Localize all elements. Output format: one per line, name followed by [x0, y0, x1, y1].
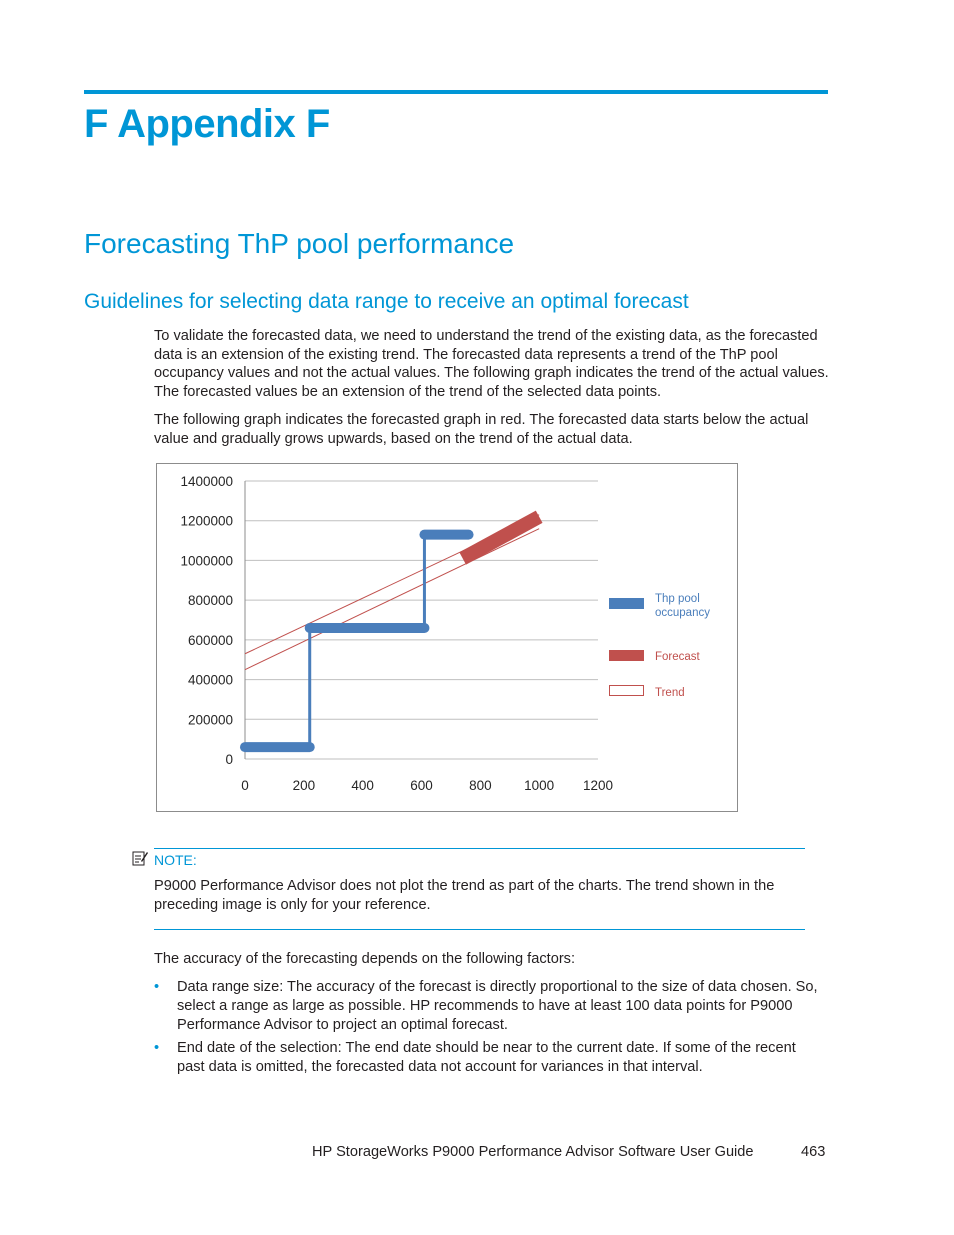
y-tick-label: 400000 — [187, 672, 233, 688]
x-tick-label: 1000 — [524, 778, 555, 793]
legend-swatch — [610, 686, 644, 696]
note-icon — [132, 850, 148, 866]
bullet-mark: • — [154, 979, 160, 995]
list-item — [154, 978, 826, 1035]
legend-swatch — [609, 650, 644, 661]
list-item — [154, 1039, 826, 1077]
top-rule — [84, 90, 828, 94]
subsection-title: Guidelines for selecting data range to receive an optimal forecast — [84, 290, 689, 313]
x-tick-label: 1200 — [582, 778, 614, 793]
list-item-text: End date of the selection: The end date should be near to the current date. If some of the recent past data is omitted, the forecasted data not account for variances in that interval. — [177, 1040, 796, 1075]
x-tick-label: 0 — [241, 778, 249, 793]
note-label: NOTE: — [154, 852, 197, 868]
legend-label: Forecast — [655, 651, 700, 663]
note-text: P9000 Performance Advisor does not plot the trend as part of the charts. The trend shown in the preceding image is only for your reference. — [154, 878, 775, 913]
page-number: 463 — [801, 1144, 826, 1160]
y-tick-label: 1400000 — [180, 474, 233, 489]
bullet-mark: • — [154, 1040, 160, 1056]
forecast-chart-svg — [156, 463, 738, 812]
legend-swatch — [609, 598, 644, 609]
x-tick-label: 200 — [292, 778, 316, 793]
list-item-text: Data range size: The accuracy of the forecast is directly proportional to the size of data chosen. So, select a range as large as possible. HP recommends to have at least 100 data points for P9000 Performance Advisor to project an optimal forecast. — [177, 979, 818, 1033]
paragraph-accuracy: The accuracy of the forecasting depends on the following factors: — [154, 951, 576, 967]
note-top-rule — [154, 848, 805, 849]
x-tick-label: 400 — [351, 778, 374, 793]
paragraph-intro: To validate the forecasted data, we need to understand the trend of the existing data, as the forecasted data is an extension of the existing trend. The forecasted data represents a trend of the ThP pool occupancy values and not the actual values. The following graph indicates the trend of the actual values. The forecasted values be an extension of the trend of the selected data points. — [154, 328, 829, 401]
legend-label: Trend — [655, 687, 685, 699]
forecast-chart — [156, 463, 738, 812]
note-bottom-rule — [154, 929, 805, 930]
y-tick-label: 800000 — [187, 593, 233, 609]
factor-list — [154, 978, 826, 1081]
section-title: Forecasting ThP pool performance — [84, 228, 515, 259]
appendix-title: F Appendix F — [84, 102, 330, 146]
y-tick-label: 1200000 — [180, 513, 233, 529]
legend-label: Thp pool occupancy — [655, 593, 710, 619]
y-tick-label: 200000 — [187, 712, 233, 728]
y-tick-label: 1000000 — [180, 553, 233, 569]
y-tick-label: 600000 — [187, 632, 233, 648]
paragraph-graph-desc: The following graph indicates the forecasted graph in red. The forecasted data starts below the actual value and gradually grows upwards, based on the trend of the actual data. — [154, 412, 809, 447]
y-tick-label: 0 — [225, 752, 233, 767]
x-tick-label: 800 — [469, 778, 492, 793]
x-tick-label: 600 — [410, 778, 433, 793]
footer-guide-title: HP StorageWorks P9000 Performance Advisor Software User Guide — [312, 1144, 754, 1160]
